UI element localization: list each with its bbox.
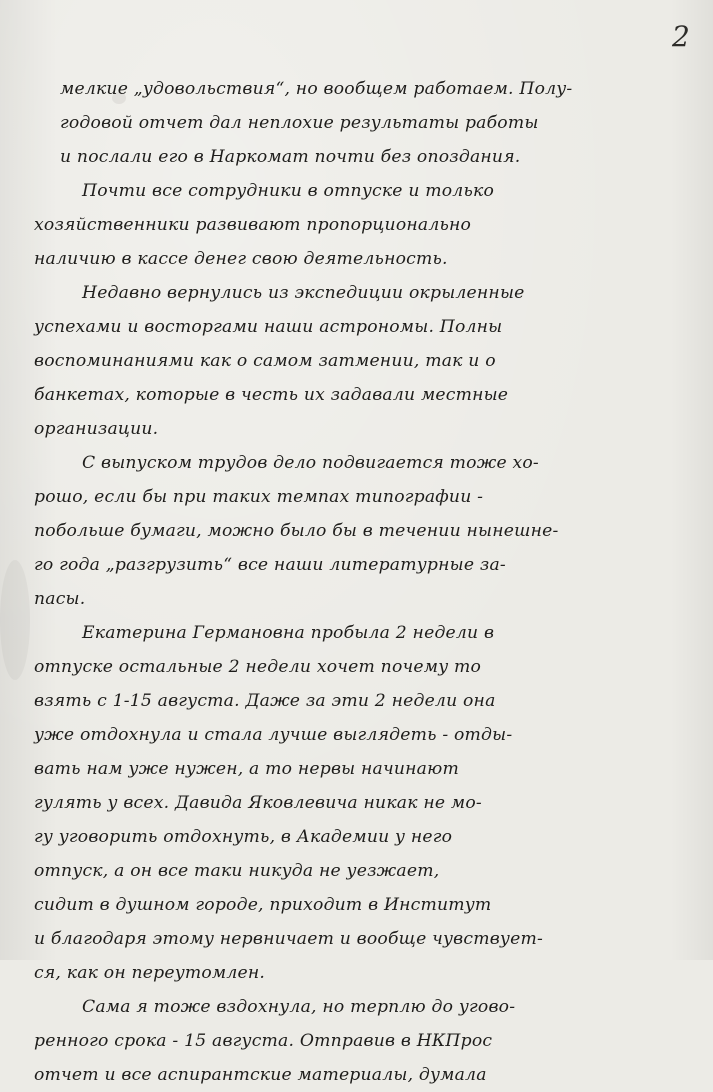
- text-line: гулять у всех. Давида Яковлевича никак не мо-: [34, 793, 482, 813]
- text-line: мелкие „удовольствия“, но вообщем работаем. Полу-: [60, 79, 573, 99]
- text-line: побольше бумаги, можно было бы в течении нынешне-: [34, 521, 559, 541]
- text-line: Сама я тоже вздохнула, но терплю до угово-: [82, 997, 516, 1017]
- text-line: взять с 1-15 августа. Даже за эти 2 недели она: [34, 691, 496, 711]
- text-line: отчет и все аспирантские материалы, думала: [34, 1065, 487, 1085]
- text-line: годовой отчет дал неплохие результаты работы: [60, 113, 539, 133]
- text-line: хозяйственники развивают пропорционально: [34, 215, 472, 235]
- text-line: банкетах, которые в честь их задавали местные: [34, 385, 509, 405]
- text-line: сидит в душном городе, приходит в Институт: [34, 895, 492, 915]
- text-line: Екатерина Германовна пробыла 2 недели в: [82, 623, 495, 643]
- text-line: отпуске остальные 2 недели хочет почему то: [34, 657, 482, 677]
- text-line: успехами и восторгами наши астрономы. Полны: [34, 317, 503, 337]
- text-line: вать нам уже нужен, а то нервы начинают: [34, 759, 459, 779]
- handwritten-text-body: [34, 72, 700, 1092]
- text-line: ся, как он переутомлен.: [34, 963, 266, 983]
- text-line: Почти все сотрудники в отпуске и только: [82, 181, 495, 201]
- text-line: и благодаря этому нервничает и вообще чувствует-: [34, 929, 543, 949]
- text-line: рошо, если бы при таких темпах типографии -: [34, 487, 484, 507]
- paper-edge-shadow: [0, 560, 30, 680]
- page-number: 2: [672, 20, 690, 53]
- text-line: ренного срока - 15 августа. Отправив в НКПрос: [34, 1031, 493, 1051]
- text-line: отпуск, а он все таки никуда не уезжает,: [34, 861, 440, 881]
- text-line: го года „разгрузить“ все наши литературные за-: [34, 555, 506, 575]
- text-line: С выпуском трудов дело подвигается тоже хо-: [82, 453, 539, 473]
- text-line: Недавно вернулись из экспедиции окрыленные: [82, 283, 525, 303]
- text-line: организации.: [34, 419, 159, 439]
- text-line: пасы.: [34, 589, 86, 609]
- text-line: воспоминаниями как о самом затмении, так и о: [34, 351, 496, 371]
- text-line: наличию в кассе денег свою деятельность.: [34, 249, 448, 269]
- text-line: и послали его в Наркомат почти без опоздания.: [60, 147, 521, 167]
- text-line: уже отдохнула и стала лучше выглядеть - отды-: [34, 725, 513, 745]
- text-line: гу уговорить отдохнуть, в Академии у него: [34, 827, 453, 847]
